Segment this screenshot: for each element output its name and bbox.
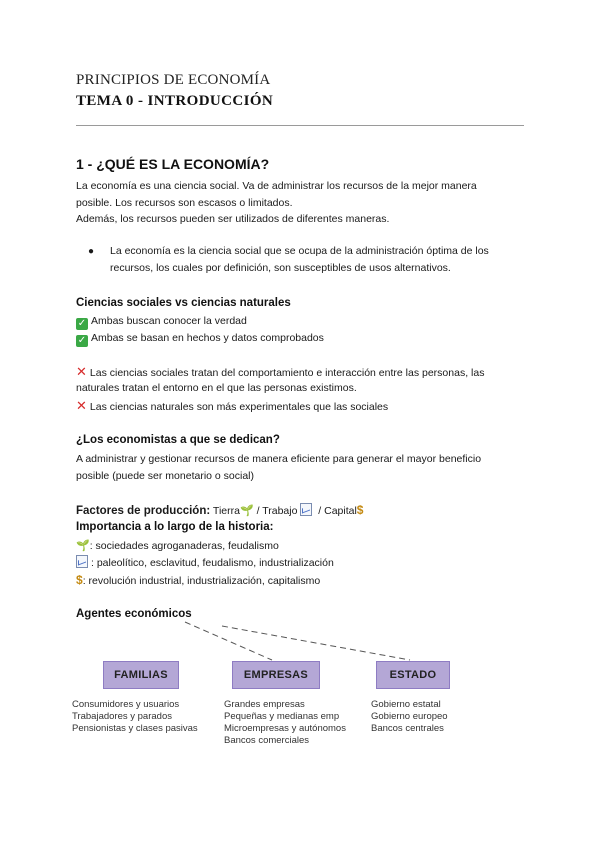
- connector-familias-estado: [222, 626, 410, 660]
- importancia-heading: Importancia a lo largo de la historia:: [76, 521, 274, 533]
- diff-text: Las ciencias naturales son más experimentales que las sociales: [89, 401, 389, 413]
- cross-icon: ✕: [76, 398, 87, 413]
- list-item: Pensionistas y clases pasivas: [72, 723, 198, 734]
- list-item: Gobierno estatal: [371, 699, 441, 710]
- ciencias-heading: Ciencias sociales vs ciencias naturales: [76, 297, 291, 309]
- section-title: 1 - ¿QUÉ ES LA ECONOMÍA?: [76, 156, 270, 172]
- paragraph-line: A administrar y gestionar recursos de manera eficiente para generar el mayor beneficio: [76, 453, 482, 465]
- check-icon: ✓: [77, 318, 87, 329]
- hist-text: : sociedades agroganaderas, feudalismo: [89, 540, 279, 552]
- list-item: Bancos comerciales: [224, 735, 310, 746]
- list-item: Gobierno europeo: [371, 711, 448, 722]
- box-empresas: EMPRESAS: [232, 661, 320, 689]
- box-familias: FAMILIAS: [103, 661, 179, 689]
- factores-label: Factores de producción:: [76, 505, 211, 517]
- same-text: Ambas se basan en hechos y datos comprobados: [91, 332, 324, 344]
- paragraph-line: Además, los recursos pueden ser utilizados de diferentes maneras.: [76, 213, 390, 225]
- factor-tierra: Tierra: [212, 505, 240, 517]
- box-estado: ESTADO: [376, 661, 450, 689]
- sprout-icon: 🌱: [76, 540, 90, 552]
- list-item: Trabajadores y parados: [72, 711, 172, 722]
- diff-text: Las ciencias sociales tratan del comportamiento e interacción entre las personas, las: [89, 367, 485, 379]
- estado-list: [371, 699, 448, 735]
- agentes-heading: Agentes económicos: [76, 608, 192, 620]
- check-icon: ✓: [77, 335, 87, 346]
- list-item: Bancos centrales: [371, 723, 444, 734]
- familias-list: [72, 699, 198, 735]
- list-item: Grandes empresas: [224, 699, 305, 710]
- list-item: Pequeñas y medianas emp: [224, 711, 340, 722]
- money-bag-icon: $: [356, 503, 364, 517]
- list-item: Consumidores y usuarios: [72, 699, 180, 710]
- hist-text: : paleolítico, esclavitud, feudalismo, industrialización: [91, 557, 334, 569]
- paragraph-line: La economía es una ciencia social. Va de administrar los recursos de la mejor manera: [76, 180, 477, 192]
- list-item: Microempresas y autónomos: [224, 723, 346, 734]
- factor-trabajo: / Trabajo: [253, 505, 301, 517]
- economistas-heading: ¿Los economistas a que se dedican?: [76, 434, 280, 446]
- bullet-line: La economía es la ciencia social que se ocupa de la administración óptima de los: [110, 245, 489, 257]
- paragraph-line: posible. Los recursos son escasos o limitados.: [76, 197, 293, 209]
- topic-title: TEMA 0 - INTRODUCCIÓN: [76, 93, 274, 109]
- subject-title: PRINCIPIOS DE ECONOMÍA: [76, 72, 271, 88]
- bullet-icon: ●: [88, 246, 95, 257]
- paragraph-line: posible (puede ser monetario o social): [76, 470, 255, 482]
- factor-capital: / Capital: [315, 505, 357, 517]
- sprout-icon: 🌱: [239, 505, 254, 517]
- cross-icon: ✕: [76, 364, 87, 379]
- empresas-list: [224, 699, 346, 747]
- diff-line: naturales tratan el entorno en el que las personas existimos.: [76, 382, 357, 394]
- bullet-line: recursos, los cuales por definición, son susceptibles de usos alternativos.: [110, 262, 451, 274]
- hist-text: : revolución industrial, industrialización, capitalismo: [82, 575, 321, 587]
- connector-familias-empresas: [185, 622, 272, 660]
- money-bag-icon: $: [76, 573, 83, 587]
- same-text: Ambas buscan conocer la verdad: [91, 315, 247, 327]
